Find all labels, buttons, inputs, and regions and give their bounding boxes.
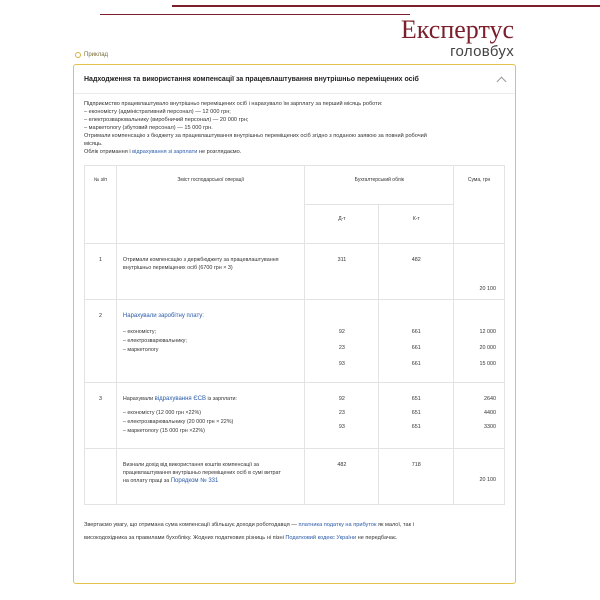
header-kt: К-т <box>379 205 454 244</box>
table-row <box>85 244 505 300</box>
row-num: 1 <box>85 244 117 300</box>
row-desc-line: Отримали компенсацію з держбюджету за працевлаштування <box>122 257 279 263</box>
intro-text: Підприємство працевлаштувало внутрішньо переміщених осіб і нарахувало їм зарплату за перший місяць роботи: <box>84 101 383 107</box>
row-dt-value: 92 <box>338 396 345 402</box>
row-sum: 20 100 <box>454 244 505 300</box>
row-kt <box>379 383 454 449</box>
row-dt: 311 <box>305 244 379 300</box>
top-decor-line <box>172 5 600 7</box>
order-331-link[interactable]: Порядком № 331 <box>170 478 219 484</box>
row-desc-pre: Нарахували <box>122 396 155 402</box>
conclusion-pre: Звертаємо увагу, що отримана сума компенсації збільшує доходи роботодавця — <box>84 521 299 528</box>
table-row <box>85 449 505 505</box>
list-item: – економісту (адміністративний персонал) — 12 000 грн; <box>84 109 231 115</box>
row-kt <box>379 300 454 383</box>
paragraph-2-line1: Отримали компенсацію з бюджету за працевлаштування внутрішньо переміщених осіб згідно з поданою заявою за повний робочий <box>84 133 427 139</box>
paragraph-3 <box>84 148 505 156</box>
row-kt: 718 <box>379 449 454 505</box>
row-sum <box>454 383 505 449</box>
row-sum-value: 4400 <box>484 410 496 416</box>
example-label <box>75 52 108 58</box>
card-body <box>74 94 515 511</box>
row-kt-value: 651 <box>411 424 421 430</box>
conclusion-text <box>74 511 515 552</box>
conclusion-pre-2: високодохідника за правилами бухобліку. Жодних податкових різниць ні пізні <box>84 535 286 542</box>
row-dt-value: 92 <box>338 329 345 335</box>
row-item: – економісту (12 000 грн ×22%) <box>122 410 202 416</box>
row-desc <box>116 244 305 300</box>
row-dt <box>305 383 379 449</box>
row-item: – маркетологу <box>122 347 159 353</box>
example-card <box>73 64 516 584</box>
top-decor-line-2 <box>100 14 410 15</box>
row-kt: 482 <box>379 244 454 300</box>
card-title: Надходження та використання компенсації за працевлаштування внутрішньо переміщених осіб <box>84 75 419 83</box>
row-desc-post: із зарплати: <box>205 396 238 402</box>
table-row <box>85 300 505 383</box>
row-sum: 20 100 <box>454 449 505 505</box>
table-row <box>85 383 505 449</box>
conclusion-post: як малої, так і <box>376 521 414 528</box>
brand-logo[interactable] <box>401 16 514 60</box>
row-desc <box>116 383 305 449</box>
card-header[interactable] <box>74 65 515 94</box>
row-kt-value: 651 <box>411 396 421 402</box>
row-kt-value: 661 <box>411 345 421 351</box>
list-item: – електрозварювальнику (виробничий персонал) — 20 000 грн; <box>84 117 249 123</box>
header-desc: Зміст господарської операції <box>116 166 305 244</box>
row-sum-value: 20 000 <box>479 345 496 351</box>
row-item: – електрозварювальнику (20 000 грн × 22%) <box>122 419 234 425</box>
row-kt-value: 661 <box>411 361 421 367</box>
row-desc <box>116 300 305 383</box>
row-num: 3 <box>85 383 117 449</box>
paragraph-3-pre: Облік отримання і <box>84 149 133 155</box>
row-dt-value: 23 <box>338 345 345 351</box>
chevron-up-icon[interactable] <box>497 76 507 86</box>
info-icon <box>75 52 81 58</box>
accrued-salary-link[interactable]: Нарахували заробітну плату: <box>122 313 204 319</box>
conclusion-post-2: не передбачає. <box>356 535 398 542</box>
row-item: – економісту; <box>122 329 157 335</box>
row-desc-line: працевлаштування внутрішньо переміщених осіб в сумі витрат <box>122 470 281 476</box>
row-sum <box>454 300 505 383</box>
row-kt-value: 661 <box>411 329 421 335</box>
row-sum-value: 15 000 <box>479 361 496 367</box>
tax-code-link[interactable]: Податковий кодекс України <box>285 535 357 542</box>
row-kt-value: 651 <box>411 410 421 416</box>
row-desc-line: внутрішньо переміщених осіб (6700 грн × 3) <box>122 265 233 271</box>
row-desc-line: Визнали дохід від використання коштів компенсації за <box>122 462 259 468</box>
row-desc <box>116 449 305 505</box>
row-dt-value: 23 <box>338 410 345 416</box>
row-dt-value: 93 <box>338 424 345 430</box>
row-desc-pre: на оплату праці за <box>122 478 171 484</box>
row-sum-value: 3300 <box>484 424 496 430</box>
row-dt: 482 <box>305 449 379 505</box>
paragraph-3-post: не розглядаємо. <box>197 149 242 155</box>
row-dt <box>305 300 379 383</box>
row-sum-value: 2640 <box>484 396 496 402</box>
row-num <box>85 449 117 505</box>
esv-deduction-link[interactable]: відрахування ЄСВ <box>154 396 206 402</box>
header-accounting: Бухгалтерський облік <box>305 166 454 205</box>
header-num: № з/п <box>85 166 117 244</box>
accounting-table <box>84 165 505 505</box>
row-num: 2 <box>85 300 117 383</box>
row-item: – електрозварювальнику; <box>122 338 187 344</box>
brand-title: Експертус <box>400 15 514 44</box>
paragraph-2-line2: місяць. <box>84 141 103 147</box>
row-sum-value: 12 000 <box>479 329 496 335</box>
header-sum: Сума, грн <box>454 166 505 244</box>
brand-subtitle: головбух <box>450 43 514 60</box>
row-item: – маркетологу (15 000 грн ×22%) <box>122 428 205 434</box>
header-dt: Д-т <box>305 205 379 244</box>
example-label-text: Приклад <box>84 52 109 58</box>
income-tax-payer-link[interactable]: платника податку на прибуток <box>298 521 377 528</box>
salary-deduction-link[interactable]: відрахування зі зарплати <box>132 149 198 155</box>
list-item: – маркетологу (збутовий персонал) — 15 000 грн. <box>84 125 213 131</box>
row-dt-value: 93 <box>338 361 345 367</box>
